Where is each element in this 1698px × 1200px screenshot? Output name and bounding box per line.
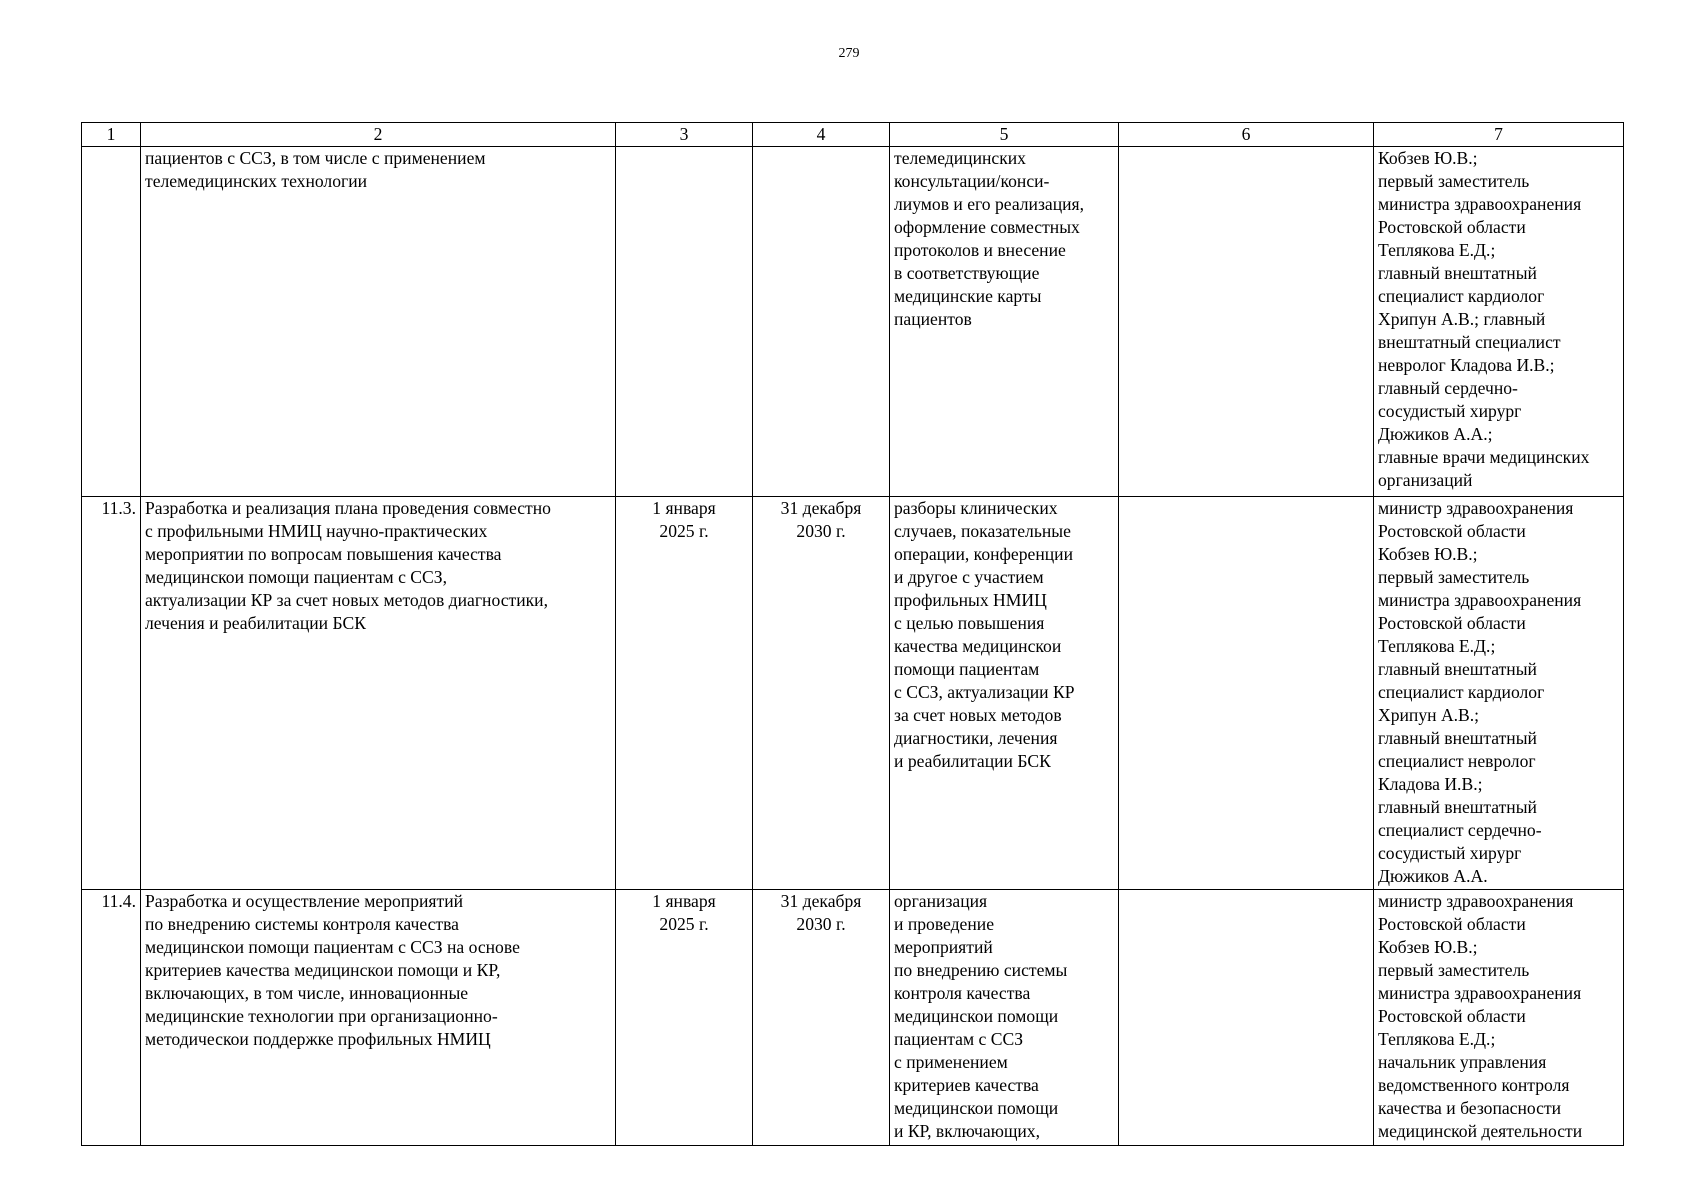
start-date-cell: 1 января 2025 г. xyxy=(616,890,753,1146)
col6-cell xyxy=(1119,147,1374,497)
header-col-2: 2 xyxy=(141,123,616,147)
end-date-cell xyxy=(753,147,890,497)
result-cell: организация и проведение мероприятий по внедрению системы контроля качества медицинскои помощи пациентам с ССЗ с применением критериев качества медицинскои помощи и КР, включающих, xyxy=(890,890,1119,1146)
col6-cell xyxy=(1119,890,1374,1146)
start-date-cell: 1 января 2025 г. xyxy=(616,497,753,890)
page-number: 279 xyxy=(838,46,860,61)
plan-table xyxy=(81,122,1624,1146)
header-col-4: 4 xyxy=(753,123,890,147)
header-col-5: 5 xyxy=(890,123,1119,147)
row-number xyxy=(82,147,141,497)
header-row xyxy=(82,123,1624,147)
header-col-3: 3 xyxy=(616,123,753,147)
table-row xyxy=(82,890,1624,1146)
result-cell: разборы клинических случаев, показательные операции, конференции и другое с участием профильных НМИЦ с целью повышения качества медицинскои помощи пациентам с ССЗ, актуализации КР за счет новых методов диагностики, лечения и реабилитации БСК xyxy=(890,497,1119,890)
responsible-cell: Кобзев Ю.В.; первый заместитель министра здравоохранения Ростовской области Теплякова Е.Д.; главный внештатный специалист кардиолог Хрипун А.В.; главный внештатный специалист невролог Кладова И.В.; главный сердечно- сосудистый хирург Дюжиков А.А.; главные врачи медицинских организаций xyxy=(1374,147,1624,497)
responsible-cell: министр здравоохранения Ростовской области Кобзев Ю.В.; первый заместитель министра здравоохранения Ростовской области Теплякова Е.Д.; начальник управления ведомственного контроля качества и безопасности медицинской деятельности xyxy=(1374,890,1624,1146)
result-cell: телемедицинских консультации/конси- лиумов и его реализация, оформление совместных протоколов и внесение в соответствующие медицинские карты пациентов xyxy=(890,147,1119,497)
task-cell: Разработка и реализация плана проведения совместно с профильными НМИЦ научно-практических мероприятии по вопросам повышения качества медицинскои помощи пациентам с ССЗ, актуализации КР за счет новых методов диагностики, лечения и реабилитации БСК xyxy=(141,497,616,890)
table-row xyxy=(82,147,1624,497)
row-number: 11.4. xyxy=(82,890,141,1146)
task-cell: пациентов с ССЗ, в том числе с применением телемедицинских технологии xyxy=(141,147,616,497)
end-date-cell: 31 декабря 2030 г. xyxy=(753,890,890,1146)
table-row xyxy=(82,497,1624,890)
header-col-6: 6 xyxy=(1119,123,1374,147)
header-col-7: 7 xyxy=(1374,123,1624,147)
end-date-cell: 31 декабря 2030 г. xyxy=(753,497,890,890)
start-date-cell xyxy=(616,147,753,497)
task-cell: Разработка и осуществление мероприятий по внедрению системы контроля качества медицинскои помощи пациентам с ССЗ на основе критериев качества медицинскои помощи и КР, включающих, в том числе, инновационные медицинские технологии при организационно- методическои поддержке профильных НМИЦ xyxy=(141,890,616,1146)
responsible-cell: министр здравоохранения Ростовской области Кобзев Ю.В.; первый заместитель министра здравоохранения Ростовской области Теплякова Е.Д.; главный внештатный специалист кардиолог Хрипун А.В.; главный внештатный специалист невролог Кладова И.В.; главный внештатный специалист сердечно- сосудистый хирург Дюжиков А.А. xyxy=(1374,497,1624,890)
col6-cell xyxy=(1119,497,1374,890)
row-number: 11.3. xyxy=(82,497,141,890)
header-col-1: 1 xyxy=(82,123,141,147)
